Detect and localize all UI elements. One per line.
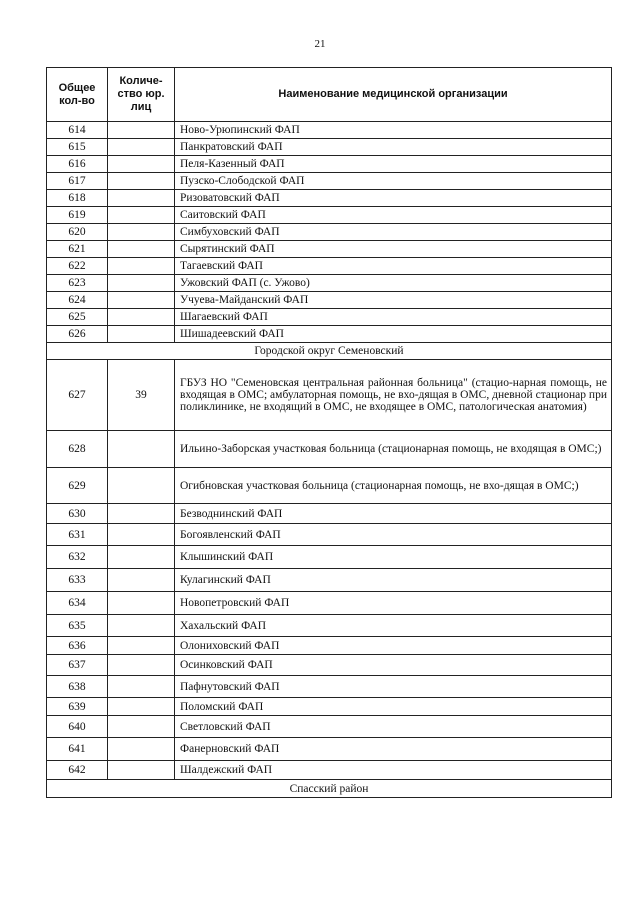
table-row: [47, 738, 612, 761]
organization-name: Хахальский ФАП: [175, 615, 612, 637]
legal-entity-count: [108, 190, 175, 207]
organization-name: Поломский ФАП: [175, 698, 612, 716]
organization-name: Шишадеевский ФАП: [175, 326, 612, 343]
legal-entity-count: [108, 738, 175, 761]
table-row: [47, 569, 612, 592]
legal-entity-count: [108, 224, 175, 241]
row-number: 620: [47, 224, 108, 241]
header-legal-entities: Количе-ство юр. лиц: [108, 68, 175, 122]
organization-name: Шагаевский ФАП: [175, 309, 612, 326]
row-number: 630: [47, 504, 108, 524]
organization-name: Ново-Урюпинский ФАП: [175, 122, 612, 139]
legal-entity-count: [108, 698, 175, 716]
table-row: [47, 698, 612, 716]
table-row: [47, 207, 612, 224]
table-row: [47, 761, 612, 780]
table-row: [47, 173, 612, 190]
section-title: Городской округ Семеновский: [47, 343, 612, 360]
organization-name: Учуева-Майданский ФАП: [175, 292, 612, 309]
organization-name: Симбуховский ФАП: [175, 224, 612, 241]
table-row: [47, 360, 612, 431]
row-number: 614: [47, 122, 108, 139]
table-row: [47, 309, 612, 326]
organization-name: Огибновская участковая больница (стационарная помощь, не вхо-дящая в ОМС;): [175, 468, 612, 504]
organization-name: Богоявленский ФАП: [175, 524, 612, 546]
table-row: [47, 224, 612, 241]
organization-name: Олониховский ФАП: [175, 637, 612, 655]
table-row: [47, 156, 612, 173]
page-number: 21: [314, 38, 326, 50]
organization-name: Светловский ФАП: [175, 716, 612, 738]
organization-name: Кулагинский ФАП: [175, 569, 612, 592]
legal-entity-count: [108, 275, 175, 292]
legal-entity-count: [108, 524, 175, 546]
legal-entity-count: [108, 676, 175, 698]
organization-name: Новопетровский ФАП: [175, 592, 612, 615]
legal-entity-count: [108, 156, 175, 173]
row-number: 628: [47, 431, 108, 468]
legal-entity-count: [108, 716, 175, 738]
table-row: [47, 326, 612, 343]
organization-name: Сырятинский ФАП: [175, 241, 612, 258]
row-number: 627: [47, 360, 108, 431]
row-number: 639: [47, 698, 108, 716]
organization-name: Ризоватовский ФАП: [175, 190, 612, 207]
table-row: [47, 468, 612, 504]
organization-name: Ильино-Заборская участковая больница (стационарная помощь, не входящая в ОМС;): [175, 431, 612, 468]
section-row: [47, 780, 612, 798]
legal-entity-count: [108, 309, 175, 326]
organization-name: Фанерновский ФАП: [175, 738, 612, 761]
organization-name: Шалдежский ФАП: [175, 761, 612, 780]
row-number: 625: [47, 309, 108, 326]
row-number: 642: [47, 761, 108, 780]
row-number: 637: [47, 655, 108, 676]
table-row: [47, 546, 612, 569]
table-body: [47, 122, 612, 798]
header-organization-name: Наименование медицинской организации: [175, 68, 612, 122]
table-row: [47, 504, 612, 524]
section-title: Спасский район: [47, 780, 612, 798]
organization-name: Пеля-Казенный ФАП: [175, 156, 612, 173]
legal-entity-count: [108, 504, 175, 524]
table-row: [47, 275, 612, 292]
legal-entity-count: [108, 761, 175, 780]
organization-name: Пафнутовский ФАП: [175, 676, 612, 698]
legal-entity-count: [108, 173, 175, 190]
row-number: 616: [47, 156, 108, 173]
row-number: 624: [47, 292, 108, 309]
legal-entity-count: [108, 546, 175, 569]
legal-entity-count: [108, 122, 175, 139]
organization-name: Клышинский ФАП: [175, 546, 612, 569]
row-number: 621: [47, 241, 108, 258]
row-number: 615: [47, 139, 108, 156]
table-row: [47, 258, 612, 275]
table-row: [47, 592, 612, 615]
table-row: [47, 292, 612, 309]
organization-name: Осинковский ФАП: [175, 655, 612, 676]
legal-entity-count: [108, 241, 175, 258]
organization-name: Ужовский ФАП (с. Ужово): [175, 275, 612, 292]
table-row: [47, 676, 612, 698]
table-row: [47, 190, 612, 207]
table-row: [47, 524, 612, 546]
table-row: [47, 615, 612, 637]
legal-entity-count: [108, 431, 175, 468]
row-number: 622: [47, 258, 108, 275]
row-number: 638: [47, 676, 108, 698]
legal-entity-count: 39: [108, 360, 175, 431]
row-number: 635: [47, 615, 108, 637]
row-number: 641: [47, 738, 108, 761]
section-row: [47, 343, 612, 360]
row-number: 617: [47, 173, 108, 190]
table-row: [47, 241, 612, 258]
row-number: 623: [47, 275, 108, 292]
table-row: [47, 139, 612, 156]
table-header: [47, 68, 612, 122]
legal-entity-count: [108, 468, 175, 504]
legal-entity-count: [108, 615, 175, 637]
table-row: [47, 716, 612, 738]
row-number: 629: [47, 468, 108, 504]
table-row: [47, 431, 612, 468]
legal-entity-count: [108, 592, 175, 615]
row-number: 618: [47, 190, 108, 207]
organization-name: Пузско-Слободской ФАП: [175, 173, 612, 190]
legal-entity-count: [108, 326, 175, 343]
legal-entity-count: [108, 569, 175, 592]
row-number: 634: [47, 592, 108, 615]
row-number: 626: [47, 326, 108, 343]
row-number: 619: [47, 207, 108, 224]
row-number: 636: [47, 637, 108, 655]
table-row: [47, 637, 612, 655]
medical-organizations-table: [46, 67, 612, 798]
legal-entity-count: [108, 139, 175, 156]
legal-entity-count: [108, 207, 175, 224]
organization-name: Панкратовский ФАП: [175, 139, 612, 156]
row-number: 631: [47, 524, 108, 546]
row-number: 633: [47, 569, 108, 592]
row-number: 632: [47, 546, 108, 569]
table-row: [47, 655, 612, 676]
legal-entity-count: [108, 637, 175, 655]
organization-name: Саитовский ФАП: [175, 207, 612, 224]
legal-entity-count: [108, 292, 175, 309]
organization-name: ГБУЗ НО "Семеновская центральная районная больница" (стацио-нарная помощь, не входящая в ОМС; амбулаторная помощь, не вхо-дящая в ОМС, дневной стационар при поликлинике, не входящий в ОМС, не входящее в ОМС, патологическая анатомия): [175, 360, 612, 431]
header-total-count: Общее кол-во: [47, 68, 108, 122]
organization-name: Тагаевский ФАП: [175, 258, 612, 275]
legal-entity-count: [108, 258, 175, 275]
row-number: 640: [47, 716, 108, 738]
organization-name: Безводнинский ФАП: [175, 504, 612, 524]
table-row: [47, 122, 612, 139]
legal-entity-count: [108, 655, 175, 676]
